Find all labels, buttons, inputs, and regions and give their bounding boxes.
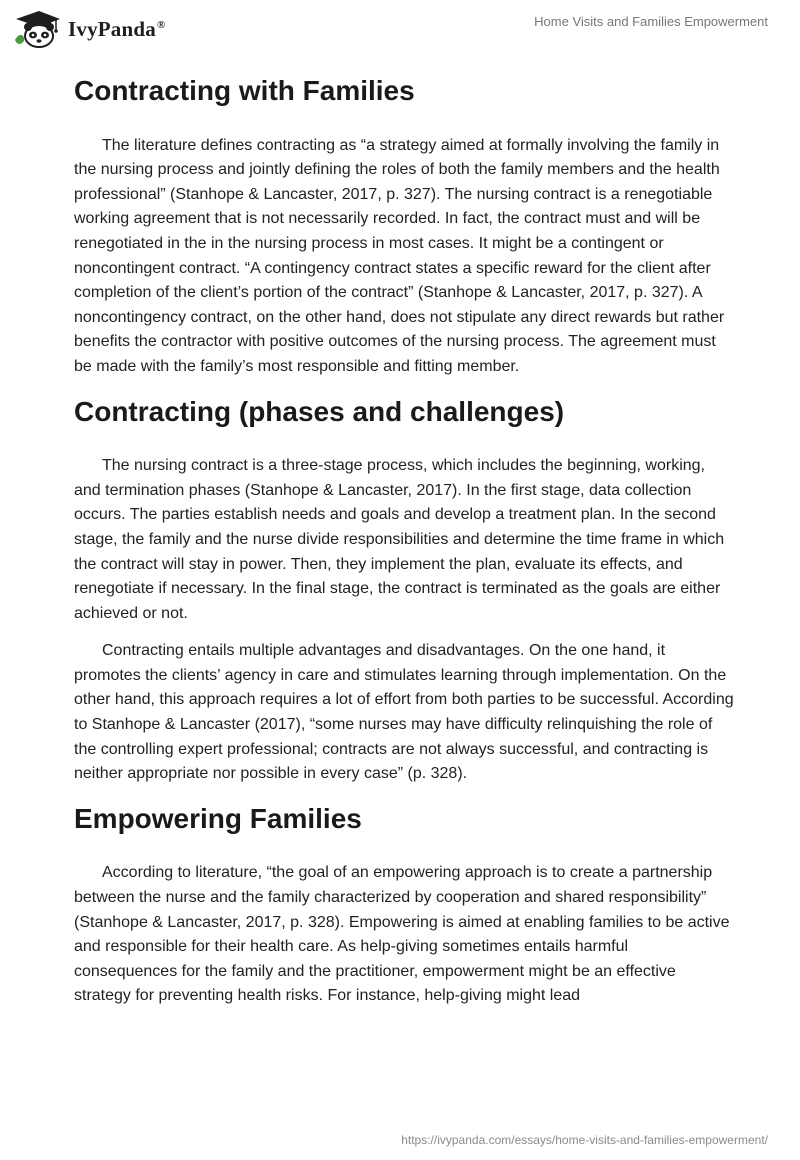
paragraph: Contracting entails multiple advantages and disadvantages. On the one hand, it promotes the clients’ agency in care and stimulates learning through implementation. On the other hand, this approach requires a lot of effort from both parties to be successful. According to Stanhope & Lancaster (2017), “some nurses may have difficulty relinquishing the role of the controlling expert professional; contracts are not always successful, and contracting is neither appropriate nor possible in every case” (p. 328). — [74, 642, 734, 783]
section-heading: Contracting with Families — [74, 75, 415, 106]
article-body — [74, 70, 734, 1009]
section-contracting-phases — [74, 395, 734, 787]
paragraph: The nursing contract is a three-stage process, which includes the beginning, working, and termination phases (Stanhope & Lancaster, 2017). In the first stage, data collection occurs. The parties establish needs and goals and develop a treatment plan. In the second stage, the family and the nurse divide responsibilities and determine the time frame in which the contract will stay in power. Then, they implement the plan, evaluate its effects, and renegotiate if necessary. In the final stage, the contract is terminated as the goals are either achieved or not. — [74, 457, 725, 622]
source-url[interactable]: https://ivypanda.com/essays/home-visits-and-families-empowerment/ — [401, 1133, 768, 1147]
registered-mark: ® — [156, 18, 166, 31]
brand-logo[interactable] — [12, 10, 165, 48]
section-heading: Contracting (phases and challenges) — [74, 395, 565, 427]
paragraph: The literature defines contracting as “a strategy aimed at formally involving the family in the nursing process and jointly defining the roles of both the family members and the health professional” (Stanhope & Lancaster, 2017, p. 327). The nursing contract is a renegotiable working agreement that is not necessarily recorded. In fact, the contract must and will be renegotiated in the in the nursing process in most cases. It might be a contingent or noncontingent contract. “A contingency contract states a specific reward for the client after completion of the client’s portion of the contract” (Stanhope & Lancaster, 2017, p. 327). A noncontingency contract, on the other hand, does not stipulate any direct rewards but rather benefits the contractor with positive outcomes of the nursing process. The agreement must be made with the family’s most responsible and fitting member. — [74, 136, 725, 375]
panda-graduate-icon — [12, 10, 62, 48]
section-empowering-families — [74, 802, 734, 1009]
section-contracting-with-families — [74, 74, 734, 380]
document-title: Home Visits and Families Empowerment — [534, 14, 768, 29]
paragraph: According to literature, “the goal of an empowering approach is to create a partnership between the nurse and the family characterized by cooperation and shared responsibility” (Stanhope & Lancaster, 2017, p. 328). Empowering is aimed at enabling families to be active and responsible for their health care. As help-giving sometimes entails harmful consequences for the family and the practitioner, empowerment might be an effective strategy for preventing health risks. For instance, help-giving might lead — [74, 864, 730, 1005]
page-header — [0, 0, 800, 60]
section-heading: Empowering Families — [74, 802, 362, 834]
brand-name: IvyPanda® — [68, 16, 166, 41]
